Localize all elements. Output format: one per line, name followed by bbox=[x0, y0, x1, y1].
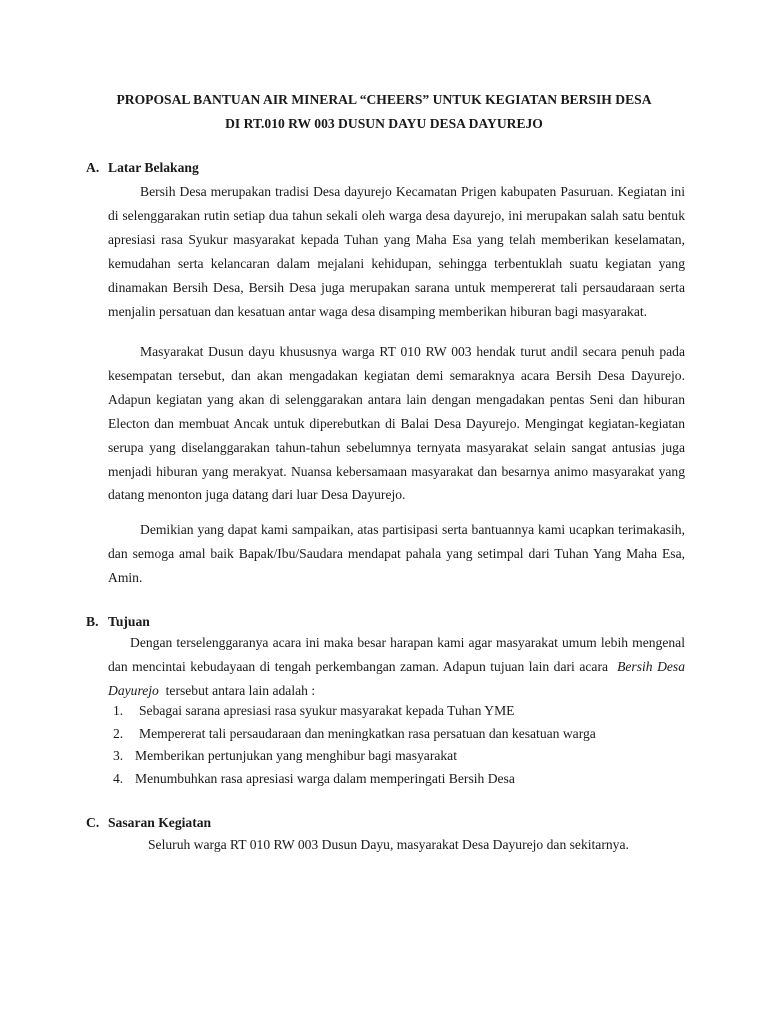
list-item bbox=[113, 768, 596, 791]
list-item bbox=[113, 723, 596, 746]
section-c-text: Seluruh warga RT 010 RW 003 Dusun Dayu, masyarakat Desa Dayurejo dan sekitarnya. bbox=[148, 837, 629, 852]
list-item-number: 2. bbox=[113, 725, 124, 741]
section-a-heading bbox=[86, 160, 199, 176]
list-item-number: 1. bbox=[113, 703, 124, 718]
section-b-list bbox=[113, 700, 596, 791]
section-a-paragraph-3: Demikian yang dapat kami sampaikan, atas partisipasi serta bantuannya kami ucapkan terimakasih, dan semoga amal baik Bapak/Ibu/Saudara mendapat pahala yang setimpal dari Tuhan Yang Maha Esa, Amin. bbox=[108, 522, 685, 585]
title-line-1: PROPOSAL BANTUAN AIR MINERAL “CHEERS” UNTUK KEGIATAN BERSIH DESA bbox=[116, 92, 652, 107]
section-c-title: Sasaran Kegiatan bbox=[108, 815, 212, 830]
list-item-number: 4. bbox=[113, 771, 124, 787]
section-b-intro bbox=[108, 631, 685, 703]
section-b-letter: B. bbox=[86, 614, 99, 629]
title-line-2: DI RT.010 RW 003 DUSUN DAYU DESA DAYUREJO bbox=[225, 116, 543, 131]
section-b-intro-tail: tersebut antara lain adalah : bbox=[165, 682, 316, 698]
list-item bbox=[113, 700, 596, 723]
section-b-heading bbox=[86, 614, 150, 630]
section-b-title: Tujuan bbox=[108, 614, 150, 629]
section-a-title: Latar Belakang bbox=[108, 160, 199, 175]
list-item-text: Menumbuhkan rasa apresiasi warga dalam memperingati Bersih Desa bbox=[135, 771, 515, 787]
section-c-heading bbox=[86, 815, 211, 831]
section-a-paragraph-1: Bersih Desa merupakan tradisi Desa dayurejo Kecamatan Prigen kabupaten Pasuruan. Kegiatan ini di selenggarakan rutin setiap dua tahun sekali oleh warga desa dayurejo, ini merupakan salah satu bentuk apresiasi rasa Syukur masyarakat kepada Tuhan yang Maha Esa yang telah memberikan keselamatan, kemudahan serta kelancaran dalam mejalani kehidupan, sehingga terbentuklah suatu kegiatan yang dinamakan Bersih Desa, Bersih Desa juga merupakan sarana untuk mempererat tali persaudaraan serta menjalin persatuan dan kesatuan antar waga desa disamping memberikan hiburan bagi masyarakat. bbox=[108, 184, 685, 319]
list-item-text: Sebagai sarana apresiasi rasa syukur masyarakat kepada Tuhan YME bbox=[139, 703, 515, 718]
section-b-intro-text: Dengan terselenggaranya acara ini maka besar harapan kami agar masyarakat umum lebih mengenal dan mencintai kebudayaan di tengah perkembangan zaman. Adapun tujuan lain dari acara bbox=[108, 635, 685, 674]
section-b-intro-italic: Bersih Desa Dayurejo bbox=[108, 658, 686, 698]
section-c-letter: C. bbox=[86, 815, 100, 830]
list-item-number: 3. bbox=[113, 748, 124, 764]
list-item-text: Memberikan pertunjukan yang menghibur bagi masyarakat bbox=[135, 748, 457, 764]
section-a-letter: A. bbox=[86, 160, 100, 175]
list-item-text: Mempererat tali persaudaraan dan meningkatkan rasa persatuan dan kesatuan warga bbox=[139, 725, 596, 741]
list-item bbox=[113, 745, 596, 768]
section-a-paragraph-2: Masyarakat Dusun dayu khususnya warga RT 010 RW 003 hendak turut andil secara penuh pada kesempatan tersebut, dan akan mengadakan kegiatan demi semaraknya acara Bersih Desa Dayurejo. Adapun kegiatan yang akan di selenggarakan antara lain dengan mengadakan pentas Seni dan hiburan Electon dan membuat Ancak untuk diperebutkan di Balai Desa Dayurejo. Mengingat kegiatan-kegiatan serupa yang diselanggarakan tahun-tahun sebelumnya ternyata masyarakat selain sangat antusias juga menjadi hiburan yang merakyat. Nuansa kebersamaan masyarakat dan besarnya animo masyarakat yang datang menonton juga datang dari luar Desa Dayurejo. bbox=[108, 344, 685, 503]
